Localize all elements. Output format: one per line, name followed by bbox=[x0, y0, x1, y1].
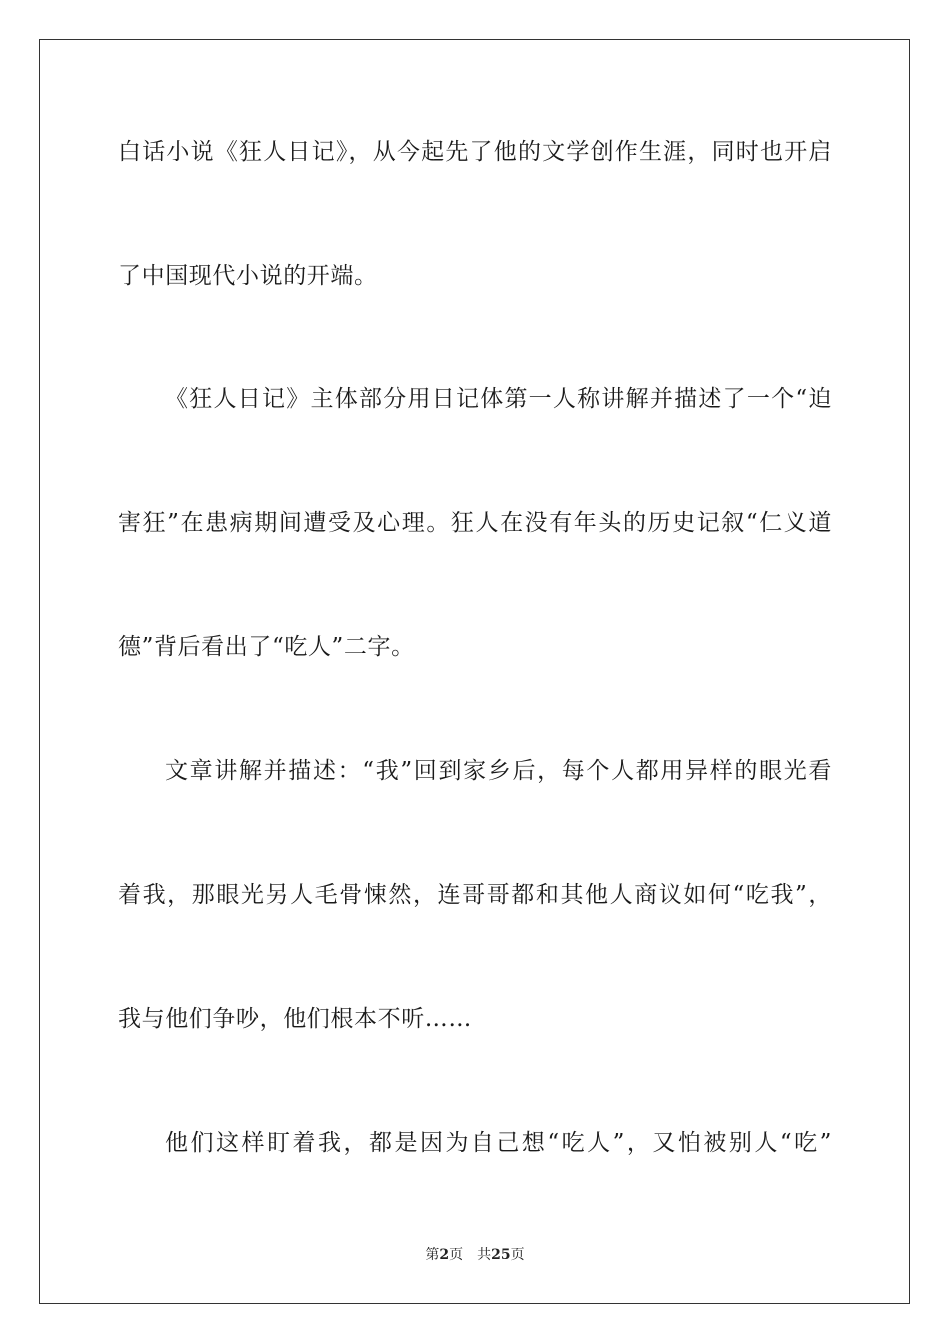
page-prefix: 第 bbox=[425, 1247, 440, 1263]
paragraph-line-9: 他们这样盯着我，都是因为自己想“吃人”，又怕被别人“吃” bbox=[165, 1130, 832, 1156]
page-suffix: 页 bbox=[449, 1247, 464, 1263]
paragraph-line-4: 害狂”在患病期间遭受及心理。狂人在没有年头的历史记叙“仁义道 bbox=[118, 510, 832, 536]
paragraph-line-1: 白话小说《狂人日记》，从今起先了他的文学创作生涯，同时也开启 bbox=[118, 139, 832, 165]
total-pages: 25 bbox=[491, 1247, 511, 1263]
paragraph-line-8: 我与他们争吵，他们根本不听…… bbox=[118, 1006, 472, 1032]
page-border bbox=[39, 39, 910, 1304]
page-footer bbox=[0, 1246, 950, 1264]
paragraph-line-5: 德”背后看出了“吃人”二字。 bbox=[118, 634, 415, 660]
total-prefix: 共 bbox=[477, 1247, 492, 1263]
page-number: 2 bbox=[439, 1247, 450, 1263]
paragraph-line-6: 文章讲解并描述：“我”回到家乡后，每个人都用异样的眼光看 bbox=[165, 758, 832, 784]
paragraph-line-3: 《狂人日记》主体部分用日记体第一人称讲解并描述了一个“迫 bbox=[165, 386, 832, 412]
paragraph-line-7: 着我，那眼光另人毛骨悚然，连哥哥都和其他人商议如何“吃我”， bbox=[118, 882, 832, 908]
total-suffix: 页 bbox=[510, 1247, 525, 1263]
paragraph-line-2: 了中国现代小说的开端。 bbox=[118, 263, 378, 289]
